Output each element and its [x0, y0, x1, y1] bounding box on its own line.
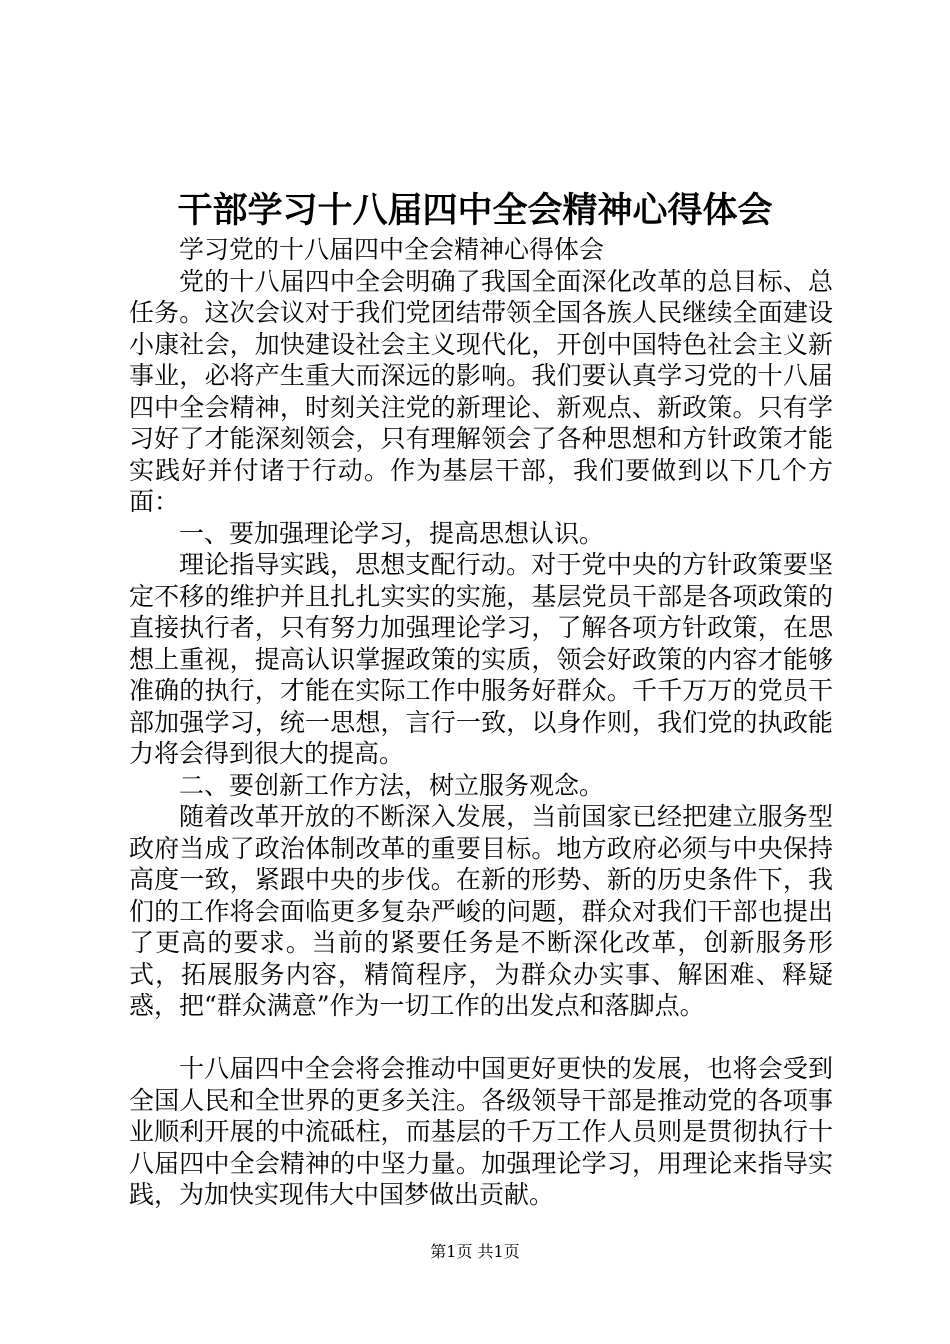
body-paragraph: 随着改革开放的不断深入发展，当前国家已经把建立服务型政府当成了政治体制改革的重要目标。地方政府必须与中央保持高度一致，紧跟中央的步伐。在新的形势、新的历史条件下，我们的工作将会面临更多复杂严峻的问题，群众对我们干部也提出了更高的要求。当前的紧要任务是不断深化改革，创新服务形式，拓展服务内容，精简程序，为群众办实事、解困难、释疑惑，把“群众满意”作为一切工作的出发点和落脚点。 — [129, 802, 833, 1020]
body-paragraph: 理论指导实践，思想支配行动。对于党中央的方针政策要坚定不移的维护并且扎扎实实的实施，基层党员干部是各项政策的直接执行者，只有努力加强理论学习，了解各项方针政策，在思想上重视，提高认识掌握政策的实质，领会好政策的内容才能够准确的执行，才能在实际工作中服务好群众。千千万万的党员干部加强学习，统一思想，言行一致，以身作则，我们党的执政能力将会得到很大的提高。 — [129, 550, 833, 768]
document-body — [129, 234, 833, 1211]
section-heading: 一、要加强理论学习，提高思想认识。 — [179, 518, 605, 548]
body-paragraph: 党的十八届四中全会明确了我国全面深化改革的总目标、总任务。这次会议对于我们党团结带领全国各族人民继续全面建设小康社会，加快建设社会主义现代化，开创中国特色社会主义新事业，必将产生重大而深远的影响。我们要认真学习党的十八届四中全会精神，时刻关注党的新理论、新观点、新政策。只有学习好了才能深刻领会，只有理解领会了各种思想和方针政策才能实践好并付诸于行动。作为基层干部，我们要做到以下几个方面： — [129, 266, 833, 516]
page-footer: 第1页 共1页 — [430, 1242, 520, 1261]
document-title: 干部学习十八届四中全会精神心得体会 — [177, 190, 773, 231]
subtitle-paragraph: 学习党的十八届四中全会精神心得体会 — [179, 235, 605, 264]
section-heading: 二、要创新工作方法，树立服务观念。 — [179, 770, 605, 800]
closing-paragraph: 十八届四中全会将会推动中国更好更快的发展，也将会受到全国人民和全世界的更多关注。各级领导干部是推动党的各项事业顺利开展的中流砥柱，而基层的千万工作人员则是贯彻执行十八届四中全会精神的中坚力量。加强理论学习，用理论来指导实践，为加快实现伟大中国梦做出贡献。 — [129, 1054, 833, 1209]
